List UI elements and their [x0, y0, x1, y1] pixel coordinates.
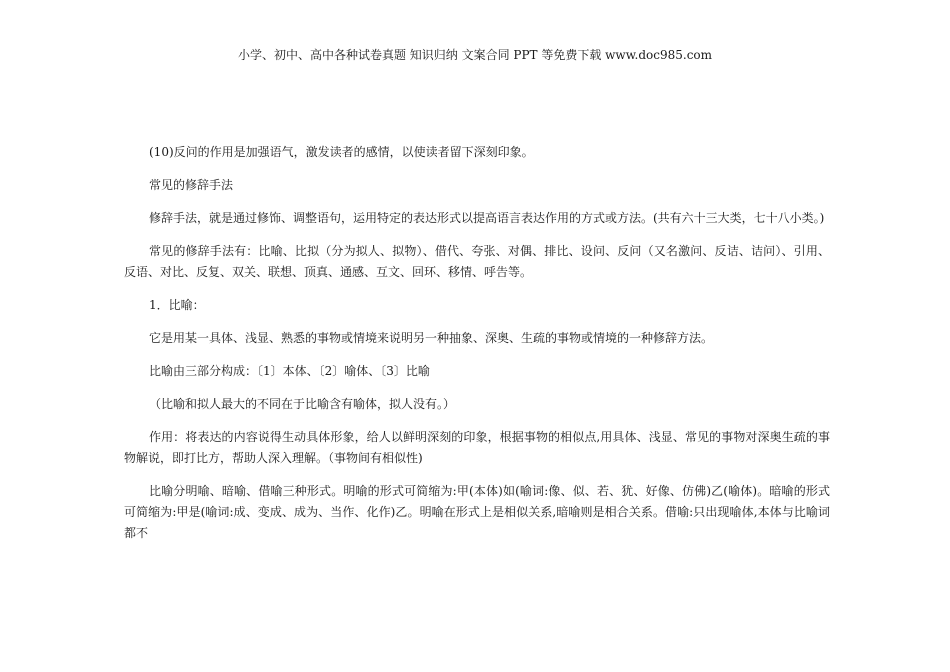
page-header: 小学、初中、高中各种试卷真题 知识归纳 文案合同 PPT 等免费下载 www.doc985.com [237, 48, 713, 62]
subheading-metaphor: 1．比喻： [149, 298, 205, 312]
section-heading: 常见的修辞手法 [149, 178, 234, 192]
paragraph-rhetorical-question: (10)反问的作用是加强语气，激发读者的感情，以使读者留下深刻印象。 [149, 145, 534, 159]
paragraph-metaphor-parts: 比喻由三部分构成：〔1〕本体、〔2〕喻体、〔3〕比喻 [149, 364, 430, 378]
paragraph-metaphor-effect: 作用：将表达的内容说得生动具体形象，给人以鲜明深刻的印象，根据事物的相似点,用具体、浅显、常见的事物对深奥生疏的事物解说，即打比方，帮助人深入理解。（事物间有相似性) [124, 430, 830, 465]
paragraph-metaphor-definition: 它是用某一具体、浅显、熟悉的事物或情境来说明另一种抽象、深奥、生疏的事物或情境的一种修辞方法。 [149, 331, 714, 345]
paragraph-metaphor-note: （比喻和拟人最大的不同在于比喻含有喻体，拟人没有。） [149, 397, 456, 411]
paragraph-metaphor-forms: 比喻分明喻、暗喻、借喻三种形式。明喻的形式可简缩为:甲(本体)如(喻词:像、似、若、犹、好像、仿佛)乙(喻体)。暗喻的形式可简缩为:甲是(喻词:成、变成、成为、当作、化作)乙。明喻在形式上是相似关系,暗喻则是相合关系。借喻:只出现喻体,本体与比喻词都不 [124, 484, 830, 540]
document-body [124, 142, 830, 544]
paragraph-definition: 修辞手法，就是通过修饰、调整语句，运用特定的表达形式以提高语言表达作用的方式或方法。(共有六十三大类，七十八小类。) [149, 211, 825, 225]
paragraph-common-devices: 常见的修辞手法有：比喻、比拟（分为拟人、拟物）、借代、夸张、对偶、排比、设问、反问（又名激问、反诘、诘问）、引用、反语、对比、反复、双关、联想、顶真、通感、互文、回环、移情、呼告等。 [124, 244, 830, 279]
